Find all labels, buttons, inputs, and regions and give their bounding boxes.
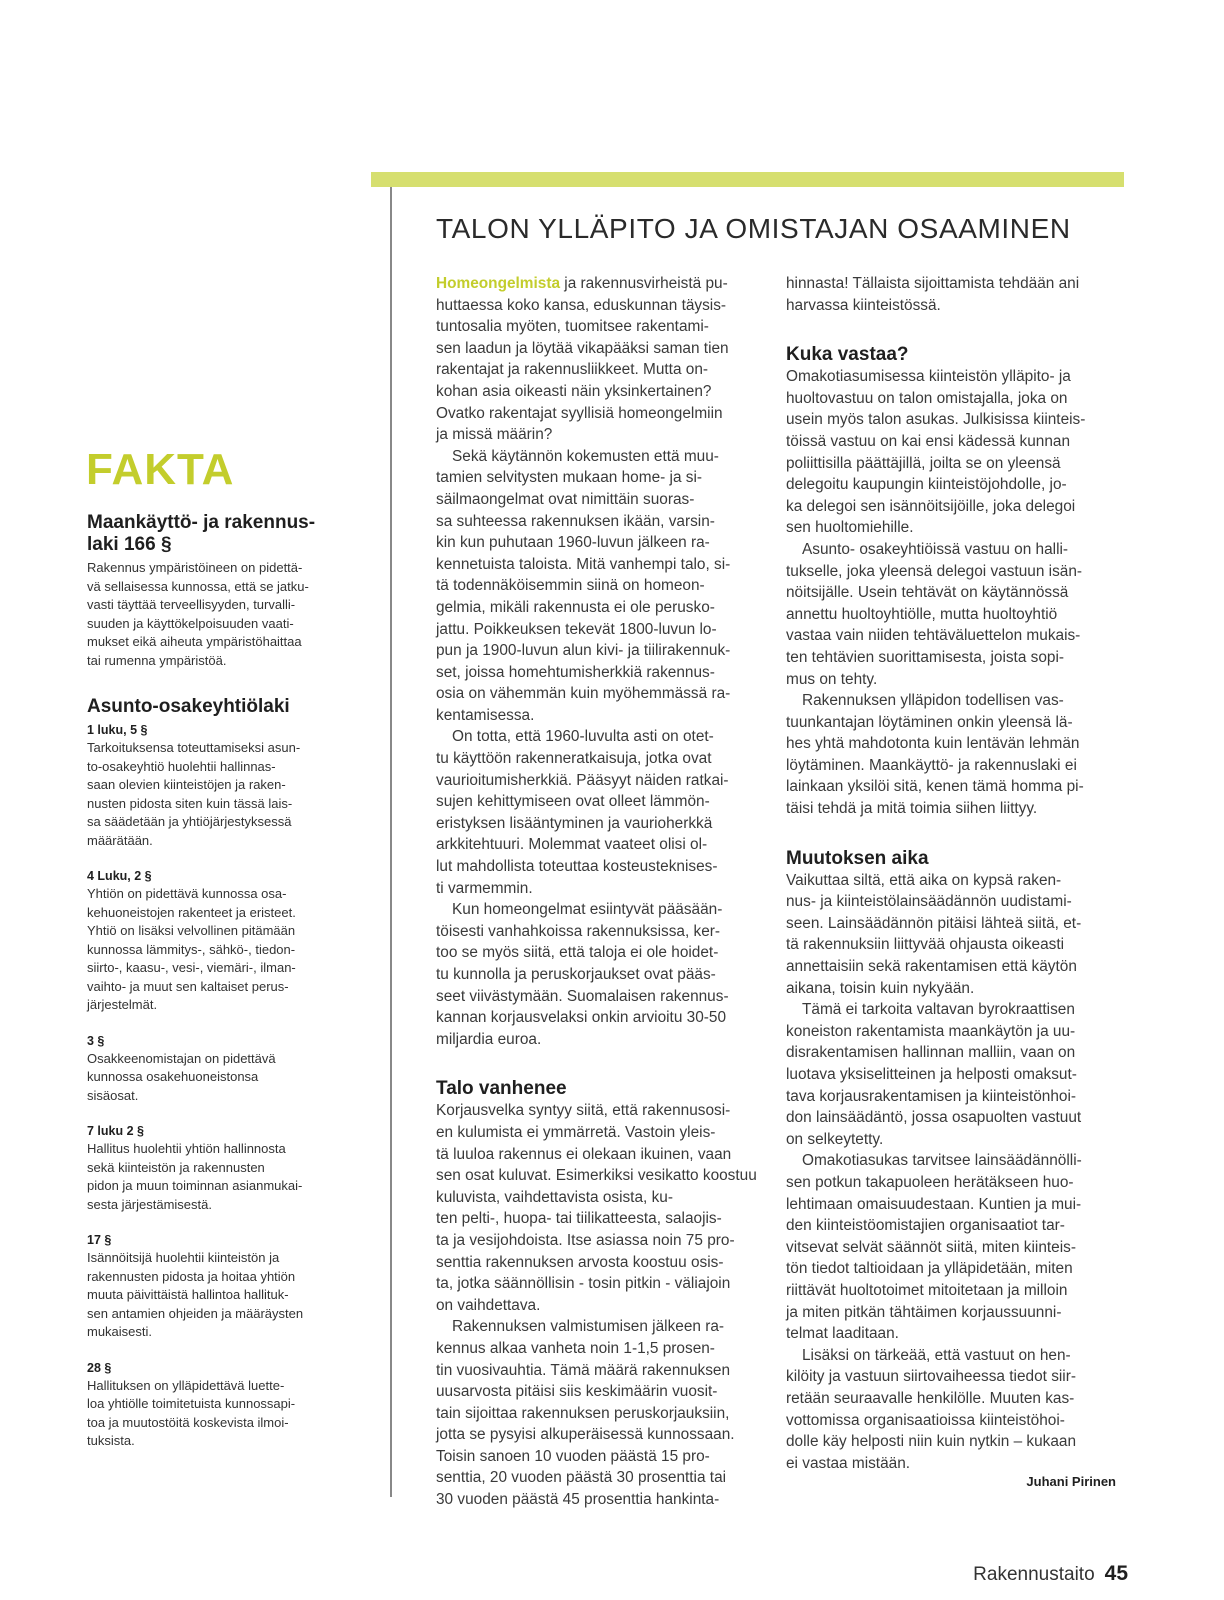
article-column-2 xyxy=(786,273,1116,1489)
section-text: Yhtiön on pidettävä kunnossa osa- kehuoneistojen rakenteet ja eristeet. Yhtiö on lisäksi velvollinen pitämään kunnossa lämmitys-, sähkö-, tiedon- siirto-, kaasu-, vesi-, viemäri-, ilman- vaihto- ja muut sen kaltaiset perus- järjestelmät. xyxy=(87,886,296,1012)
paragraph-text: ja rakennusvirheistä pu- huttaessa koko kansa, eduskunnan täysis- tuntosalia myöten, tuomitsee rakentami- sen laadun ja löytää vikapääksi saman tien rakentajat ja rakennusliikkeet. Mutta on- kohan asia oikeasti näin yksinkertainen? Ovatko rakentajat syyllisiä homeongelmiin ja missä määrin? xyxy=(436,275,729,444)
subheading: Kuka vastaa? xyxy=(786,344,909,366)
page-footer xyxy=(973,1562,1128,1586)
paragraph: Tämä ei tarkoita valtavan byrokraattisen koneiston rakentamista maankäytön ja uu- disrakentamisen hallinnan malliin, vaan on luotava yksiselitteinen ja helposti omaksut- tava korjausrakentamisen ja kiinteistönhoi- don lainsäädäntö, jossa osapuolten vastuut on selkeytetty. xyxy=(786,1001,1082,1148)
column-divider xyxy=(390,187,392,1497)
subheading: Talo vanhenee xyxy=(436,1078,567,1100)
law-section xyxy=(87,721,347,850)
paragraph: Vaikuttaa siltä, että aika on kypsä raken- nus- ja kiinteistölainsäädännön uudistami- seen. Lainsäädännön pitäisi lähteä siitä, et- tä rakennuksiin liittyvää ohjausta oikeasti annettaisiin sekä rakentamisen että käytön aikana, toisin kuin nykyään. xyxy=(786,871,1082,997)
fakta-title: FAKTA xyxy=(86,445,235,494)
section-text: Isännöitsijä huolehtii kiinteistön ja rakennusten pidosta ja hoitaa yhtiön muuta päivittäistä hallintoa hallituk- sen antamien ohjeiden ja määräysten mukaisesti. xyxy=(87,1250,304,1339)
paragraph: Korjausvelka syntyy siitä, että rakennusosi- en kulumista ei ymmärretä. Vastoin yleis- tä luuloa rakennus ei olekaan ikuinen, vaan sen osat kuluvat. Esimerkiksi vesikatto koostuu kuluvista, vaihdettavista osista, ku- ten pelti-, huopa- tai tiilikatteesta, salaojis- ta ja vesijohdoista. Itse asiassa noin 75 pro- senttia rakennuksen arvosta koostuu osis- ta, jotka säännöllisin - tosin pitkin - väliajoin on vaihdettava. xyxy=(436,1102,757,1314)
paragraph: Lisäksi on tärkeää, että vastuut on hen- kilöity ja vastuun siirtovaiheessa tiedot siir- retään seuraavalle henkilölle. Muuten kas- vottomissa organisaatioissa kiinteistöhoi- dolle käy helposti niin kuin nytkin – kukaan ei vastaa mistään. xyxy=(786,1346,1077,1472)
article-column-1 xyxy=(436,273,766,1511)
section-text: Hallitus huolehtii yhtiön hallinnosta sekä kiinteistön ja rakennusten pidon ja muun toiminnan asianmukai- sesta järjestämisestä. xyxy=(87,1141,303,1212)
magazine-name: Rakennustaito xyxy=(973,1564,1095,1585)
author-byline: Juhani Pirinen xyxy=(1026,1474,1116,1490)
law-section xyxy=(87,867,347,1015)
section-text: Osakkeenomistajan on pidettävä kunnossa osakehuoneistonsa sisäosat. xyxy=(87,1050,276,1103)
law1-text: Rakennus ympäristöineen on pidettä- vä sellaisessa kunnossa, että se jatku- vasti täyttää terveellisyyden, turvalli- suuden ja käyttökelpoisuuden vaati- mukset eikä aiheuta ympäristöhaittaa tai rumenna ympäristöä. xyxy=(87,560,309,668)
paragraph: On totta, että 1960-luvulta asti on otet- tu käyttöön rakenneratkaisuja, jotka ovat vaurioitumisherkkiä. Pääsyyt näiden ratkai- sujen kehittymiseen ovat olleet lämmön- eristyksen lisääntyminen ja vaurioherkkä arkkitehtuuri. Molemmat vaateet olisi ol- lut mahdollista toteuttaa kosteusteknises- ti varmemmin. xyxy=(436,728,729,897)
paragraph: Omakotiasumisessa kiinteistön ylläpito- ja huoltovastuu on talon omistajalla, joka on usein myös talon asukas. Julkisissa kiinteis- töissä vastuu on kai ensi kädessä kunnan poliittisilla päättäjillä, joilta se on yleensä delegoitu kaupungin kiinteistöjohdolle, jo- ka delegoi sen isännöitsijöille, joka delegoi sen huoltomiehille. xyxy=(786,368,1086,537)
section-text: Tarkoituksensa toteuttamiseksi asun- to-osakeyhtiö huolehtii hallinnas- saan olevien kiinteistöjen ja raken- nusten pidosta siten kuin tässä lais- sa säädetään ja yhtiöjärjestyksessä määrätään. xyxy=(87,740,301,848)
law1-title: Maankäyttö- ja rakennus- laki 166 § xyxy=(87,512,316,555)
paragraph: Sekä käytännön kokemusten että muu- tamien selvitysten mukaan home- ja si- säilmaongelmat ovat nimittäin suoras- sa suhteessa rakennuksen ikään, varsin- kin kun puhutaan 1960-luvun jälkeen ra- kennetuista taloista. Mitä vanhempi talo, si- tä todennäköisemmin siinä on homeon- gelmia, mikäli rakennusta ei ole perusko- jattu. Poikkeuksen tekevät 1800-luvun lo- pun ja 1900-luvun alun kivi- ja tiilirakennuk- set, joissa homehtumisherkkiä rakennus- osia on vähemmän kuin myöhemmässä ra- kentamisessa. xyxy=(436,447,731,724)
subheading: Muutoksen aika xyxy=(786,847,929,869)
section-ref: 28 § xyxy=(87,1360,112,1375)
section-ref: 3 § xyxy=(87,1033,105,1048)
section-text: Hallituksen on ylläpidettävä luette- loa yhtiölle toimitetuista kunnossapi- toa ja muutostöitä koskevista ilmoi- tuksista. xyxy=(87,1377,296,1448)
section-ref: 17 § xyxy=(87,1233,112,1247)
page-number: 45 xyxy=(1104,1562,1128,1585)
law2-title: Asunto-osakeyhtiölaki xyxy=(87,696,290,717)
article-headline: TALON YLLÄPITO JA OMISTAJAN OSAAMINEN xyxy=(436,213,1071,244)
lead-word: Homeongelmista xyxy=(436,275,561,292)
law-section xyxy=(87,1122,347,1214)
paragraph xyxy=(436,273,766,446)
paragraph: Rakennuksen ylläpidon todellisen vas- tuunkantajan löytäminen onkin yleensä lä- hes yhtä mahdotonta kuin lentävän lehmän löytäminen. Maankäyttö- ja rakennuslaki ei lainkaan yksilöi sitä, kenen tämä homma pi- täisi tehdä ja mitä toimia siihen liittyy. xyxy=(786,692,1084,818)
fakta-sidebar xyxy=(87,512,347,1451)
law-section xyxy=(87,1032,347,1106)
paragraph: Kun homeongelmat esiintyvät pääsään- töisesti vanhahkoissa rakennuksissa, ker- too se myös siitä, että taloja ei ole hoidet- tu kunnolla ja peruskorjaukset ovat pääs- seet viivästymään. Suomalaisen rakennus- kannan korjausvelaksi onkin arvioitu 30-50 miljardia euroa. xyxy=(436,901,729,1048)
section-ref: 7 luku 2 § xyxy=(87,1124,144,1138)
law-section xyxy=(87,1231,347,1342)
paragraph: Asunto- osakeyhtiöissä vastuu on halli- tukselle, joka yleensä delegoi vastuun isän- nöitsijälle. Usein tehtävät on käytännössä annettu huoltoyhtiölle, mutta huoltoyhtiö vastaa vain niiden tehtäväluettelon mukais- ten tehtävien suorittamisesta, joista sopi- mus on tehty. xyxy=(786,540,1083,688)
paragraph: hinnasta! Tällaista sijoittamista tehdään ani harvassa kiinteistössä. xyxy=(786,275,1080,314)
section-ref: 4 Luku, 2 § xyxy=(87,869,152,883)
law-section xyxy=(87,1359,347,1451)
top-accent-bar xyxy=(371,172,1124,187)
paragraph: Rakennuksen valmistumisen jälkeen ra- kennus alkaa vanheta noin 1-1,5 prosen- tin vuosivauhtia. Tämä määrä rakennuksen uusarvosta pitäisi siis keskimäärin vuosit- tain sijoittaa rakennuksen peruskorjauksiin, jotta se pysyisi alkuperäisessä kunnossaan. Toisin sanoen 10 vuoden päästä 15 pro- senttia, 20 vuoden päästä 30 prosenttia tai 30 vuoden päästä 45 prosenttia hankinta- xyxy=(436,1318,735,1509)
section-ref: 1 luku, 5 § xyxy=(87,723,148,737)
paragraph: Omakotiasukas tarvitsee lainsäädännölli- sen potkun takapuoleen herätäkseen huo- lehtimaan omaisuudestaan. Kuntien ja mui- den kiinteistöomistajien organisaatiot tar- vitsevat selvät säännöt siitä, miten kiinteis- tön tiedot taltioidaan ja ylläpidetään, miten riittävät huoltotoimet mitoitetaan ja milloin ja miten pitkän tähtäimen korjaussuunni- telmat laaditaan. xyxy=(786,1152,1082,1343)
